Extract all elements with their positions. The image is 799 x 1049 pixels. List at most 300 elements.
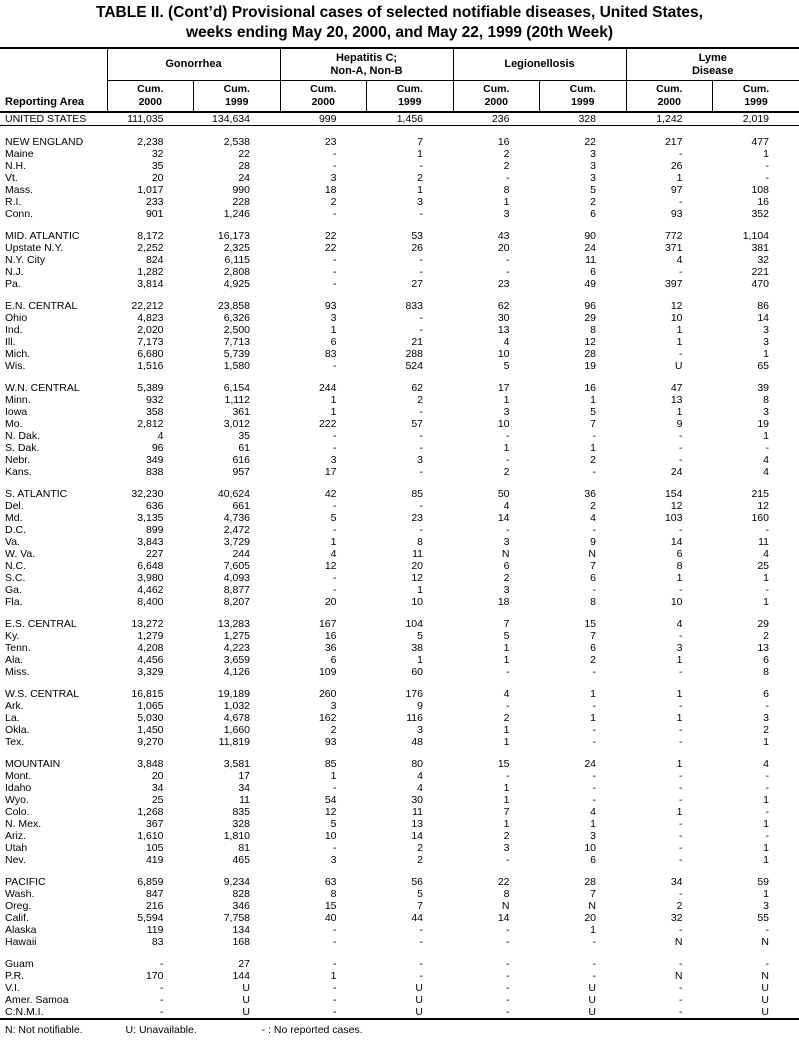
reporting-area-cell: Idaho: [5, 782, 32, 794]
value-cell: 13: [411, 818, 423, 830]
reporting-area-cell: MID. ATLANTIC: [5, 230, 80, 242]
value-cell: 2,808: [223, 266, 250, 278]
value-cell: 1,275: [223, 630, 250, 642]
value-cell: -: [333, 360, 337, 372]
value-cell: 1: [763, 794, 769, 806]
value-cell: 465: [232, 854, 250, 866]
value-cell: 1: [417, 584, 423, 596]
value-cell: 5: [503, 360, 510, 372]
reporting-area-cell: C.N.M.I.: [5, 1006, 44, 1018]
value-cell: -: [419, 406, 423, 418]
value-cell: 14: [411, 830, 423, 842]
value-cell: 3: [330, 172, 337, 184]
value-cell: 54: [324, 794, 337, 806]
value-cell: -: [765, 770, 769, 782]
value-cell: 4: [503, 688, 510, 700]
value-cell: 3: [763, 406, 769, 418]
value-cell: 10: [324, 830, 337, 842]
value-cell: 23,858: [217, 300, 250, 312]
group-header-hepatitis-c: [280, 48, 453, 81]
value-cell: 328: [540, 112, 627, 126]
reporting-area-cell: UNITED STATES: [0, 112, 107, 126]
value-cell: 2: [417, 854, 423, 866]
table-header: [0, 48, 799, 112]
value-cell: U: [588, 1006, 596, 1018]
value-cell: 1,032: [223, 700, 250, 712]
value-cell: -: [333, 278, 337, 290]
value-cell: -: [333, 160, 337, 172]
value-cell: 3: [590, 172, 596, 184]
value-cell: 3: [503, 842, 510, 854]
reporting-area-cell: MOUNTAIN: [5, 758, 61, 770]
value-cell: 833: [405, 300, 423, 312]
value-cell: 216: [145, 900, 164, 912]
value-cell: U: [761, 994, 769, 1006]
table-row: [0, 148, 799, 160]
value-cell: 4,223: [223, 642, 250, 654]
value-cell: -: [419, 500, 423, 512]
value-cell: 17: [324, 466, 337, 478]
value-cell: 349: [145, 454, 164, 466]
notifiable-diseases-table: [0, 47, 799, 1020]
value-cell: 1: [330, 406, 337, 418]
col-header-gonorrhea-2000: Cum. 2000: [107, 81, 194, 113]
value-cell: 217: [664, 136, 683, 148]
value-cell: 5: [590, 184, 596, 196]
value-cell: -: [506, 172, 510, 184]
value-cell: 2: [330, 724, 337, 736]
col-header-lyme-2000: Cum. 2000: [626, 81, 713, 113]
value-cell: 772: [664, 230, 683, 242]
value-cell: 9: [676, 418, 683, 430]
value-cell: 899: [145, 524, 164, 536]
value-cell: 4: [503, 336, 510, 348]
value-cell: 160: [751, 512, 769, 524]
value-cell: 1,660: [223, 724, 250, 736]
reporting-area-cell: Iowa: [5, 406, 28, 418]
value-cell: -: [506, 1006, 510, 1018]
reporting-area-cell: Tenn.: [5, 642, 31, 654]
value-cell: 35: [151, 160, 164, 172]
table-body: [0, 112, 799, 1019]
value-cell: 5,030: [137, 712, 164, 724]
reporting-area-cell: Guam: [5, 958, 34, 970]
value-cell: 162: [318, 712, 337, 724]
spacer-row: [0, 220, 799, 230]
value-cell: 27: [238, 958, 250, 970]
value-cell: -: [765, 782, 769, 794]
value-cell: -: [679, 524, 683, 536]
value-cell: 26: [411, 242, 423, 254]
value-cell: 30: [411, 794, 423, 806]
table-row: [0, 888, 799, 900]
value-cell: -: [679, 1006, 683, 1018]
value-cell: 288: [405, 348, 423, 360]
spacer-row: [0, 608, 799, 618]
value-cell: -: [679, 266, 683, 278]
value-cell: -: [765, 700, 769, 712]
value-cell: U: [674, 360, 683, 372]
value-cell: -: [765, 160, 769, 172]
table-row: [0, 924, 799, 936]
table-row: [0, 900, 799, 912]
value-cell: 62: [497, 300, 510, 312]
value-cell: 6,859: [137, 876, 164, 888]
reporting-area-cell: Ariz.: [5, 830, 26, 842]
value-cell: 3,581: [223, 758, 250, 770]
col-header-hepatitis-1999: Cum. 1999: [367, 81, 454, 113]
value-cell: 7: [590, 560, 596, 572]
value-cell: -: [765, 806, 769, 818]
value-cell: 5: [417, 888, 423, 900]
table-row: [0, 136, 799, 148]
value-cell: -: [679, 770, 683, 782]
value-cell: -: [506, 958, 510, 970]
value-cell: -: [679, 924, 683, 936]
value-cell: -: [592, 584, 596, 596]
col-header-hepatitis-2000: Cum. 2000: [280, 81, 367, 113]
value-cell: -: [679, 888, 683, 900]
value-cell: -: [592, 958, 596, 970]
value-cell: 7,758: [223, 912, 250, 924]
value-cell: -: [506, 924, 510, 936]
value-cell: 57: [411, 418, 423, 430]
value-cell: 616: [232, 454, 250, 466]
value-cell: 3,980: [137, 572, 164, 584]
value-cell: 12: [324, 806, 337, 818]
table-row: [0, 818, 799, 830]
value-cell: 260: [318, 688, 337, 700]
value-cell: 13: [497, 324, 510, 336]
value-cell: 2: [417, 842, 423, 854]
value-cell: N: [501, 900, 510, 912]
value-cell: 3,848: [137, 758, 164, 770]
table-row: [0, 854, 799, 866]
value-cell: U: [242, 994, 250, 1006]
value-cell: -: [679, 430, 683, 442]
value-cell: 4: [417, 782, 423, 794]
value-cell: -: [419, 936, 423, 948]
value-cell: -: [506, 700, 510, 712]
value-cell: 7: [417, 900, 423, 912]
table-row: [0, 430, 799, 442]
reporting-area-cell: Ky.: [5, 630, 20, 642]
value-cell: -: [679, 830, 683, 842]
value-cell: 2: [590, 500, 596, 512]
value-cell: -: [592, 666, 596, 678]
value-cell: -: [679, 630, 683, 642]
value-cell: 109: [318, 666, 337, 678]
value-cell: 48: [411, 736, 423, 748]
value-cell: 2: [503, 830, 510, 842]
value-cell: 47: [670, 382, 683, 394]
value-cell: 1: [590, 394, 596, 406]
table-row: [0, 630, 799, 642]
value-cell: 8: [590, 324, 596, 336]
value-cell: 4: [763, 454, 769, 466]
table-row: [0, 172, 799, 184]
reporting-area-cell: Miss.: [5, 666, 30, 678]
value-cell: -: [592, 770, 596, 782]
value-cell: 83: [324, 348, 337, 360]
value-cell: 11: [239, 794, 250, 806]
table-row: [0, 618, 799, 630]
table-row: [0, 278, 799, 290]
value-cell: 97: [670, 184, 683, 196]
value-cell: 1,268: [137, 806, 164, 818]
value-cell: 11: [412, 548, 423, 560]
value-cell: 20: [151, 770, 164, 782]
reporting-area-cell: Oreg.: [5, 900, 32, 912]
value-cell: -: [592, 736, 596, 748]
value-cell: 32: [757, 254, 769, 266]
value-cell: 1: [763, 736, 769, 748]
value-cell: 13: [670, 394, 683, 406]
reporting-area-cell: Hawaii: [5, 936, 37, 948]
value-cell: 7,713: [223, 336, 250, 348]
value-cell: 1: [763, 596, 769, 608]
table-row: [0, 266, 799, 278]
value-cell: -: [592, 466, 596, 478]
value-cell: -: [160, 958, 164, 970]
value-cell: 44: [411, 912, 423, 924]
group-header-legionellosis: [453, 48, 626, 81]
value-cell: 8: [503, 888, 510, 900]
value-cell: -: [506, 770, 510, 782]
reporting-area-cell: S. Dak.: [5, 442, 40, 454]
reporting-area-cell: Pa.: [5, 278, 21, 290]
table-row: [0, 666, 799, 678]
table-row: [0, 524, 799, 536]
value-cell: 25: [757, 560, 769, 572]
value-cell: 19: [757, 418, 769, 430]
reporting-area-cell: N.Y. City: [5, 254, 46, 266]
reporting-area-cell: Nebr.: [5, 454, 31, 466]
reporting-area-cell: Ga.: [5, 584, 22, 596]
value-cell: 2,020: [137, 324, 164, 336]
value-cell: 154: [664, 488, 683, 500]
value-cell: 23: [497, 278, 510, 290]
group-header-lyme-disease: [626, 48, 799, 81]
value-cell: 4: [676, 618, 683, 630]
value-cell: 4: [763, 466, 769, 478]
table-title-line1: TABLE II. (Cont’d) Provisional cases of selected notifiable diseases, United States,: [96, 4, 703, 21]
value-cell: 5: [503, 630, 510, 642]
value-cell: -: [679, 724, 683, 736]
value-cell: 3: [503, 406, 510, 418]
table-row: [0, 654, 799, 666]
value-cell: 2: [503, 148, 510, 160]
value-cell: 1: [330, 394, 337, 406]
reporting-area-cell: Ill.: [5, 336, 16, 348]
table-row: [0, 700, 799, 712]
value-cell: 23: [324, 136, 337, 148]
value-cell: 105: [145, 842, 164, 854]
value-cell: 7: [590, 888, 596, 900]
value-cell: 4: [590, 512, 596, 524]
value-cell: 524: [405, 360, 423, 372]
value-cell: -: [592, 724, 596, 736]
value-cell: -: [592, 782, 596, 794]
value-cell: 14: [670, 536, 683, 548]
value-cell: 1: [590, 442, 596, 454]
value-cell: 5,389: [137, 382, 164, 394]
value-cell: -: [592, 936, 596, 948]
value-cell: 5,739: [223, 348, 250, 360]
value-cell: 134,634: [194, 112, 281, 126]
value-cell: 1,516: [137, 360, 164, 372]
reporting-area-cell: PACIFIC: [5, 876, 46, 888]
value-cell: 17: [238, 770, 250, 782]
value-cell: -: [333, 936, 337, 948]
value-cell: 4: [503, 500, 510, 512]
reporting-area-cell: La.: [5, 712, 20, 724]
reporting-area-cell: E.S. CENTRAL: [5, 618, 77, 630]
value-cell: 3: [503, 536, 510, 548]
value-cell: 15: [497, 758, 510, 770]
value-cell: 1: [590, 924, 596, 936]
table-row: [0, 230, 799, 242]
value-cell: 1: [676, 406, 683, 418]
value-cell: 5: [590, 406, 596, 418]
value-cell: -: [160, 982, 164, 994]
value-cell: 56: [411, 876, 423, 888]
value-cell: 477: [751, 136, 769, 148]
footnote-no-reported-cases: - : No reported cases.: [261, 1024, 363, 1036]
footnotes: [0, 1020, 799, 1036]
value-cell: 3: [763, 712, 769, 724]
value-cell: 12: [411, 572, 423, 584]
value-cell: 168: [232, 936, 250, 948]
value-cell: 8: [503, 184, 510, 196]
value-cell: -: [679, 854, 683, 866]
value-cell: 1: [503, 642, 510, 654]
value-cell: -: [765, 442, 769, 454]
value-cell: 2,238: [137, 136, 164, 148]
value-cell: 10: [670, 312, 683, 324]
value-cell: 1: [676, 806, 683, 818]
value-cell: 85: [411, 488, 423, 500]
group-header-gonorrhea: [107, 48, 280, 81]
value-cell: 1: [763, 842, 769, 854]
value-cell: -: [592, 700, 596, 712]
value-cell: -: [765, 524, 769, 536]
value-cell: 4,925: [223, 278, 250, 290]
value-cell: 60: [411, 666, 423, 678]
value-cell: 236: [453, 112, 540, 126]
value-cell: 38: [411, 642, 423, 654]
reporting-area-cell: Fla.: [5, 596, 23, 608]
value-cell: -: [333, 982, 337, 994]
value-cell: 222: [318, 418, 337, 430]
value-cell: 3: [330, 454, 337, 466]
value-cell: 15: [584, 618, 596, 630]
value-cell: 17: [497, 382, 510, 394]
value-cell: -: [765, 830, 769, 842]
value-cell: -: [419, 466, 423, 478]
value-cell: -: [506, 666, 510, 678]
value-cell: 244: [318, 382, 337, 394]
table-row: [0, 418, 799, 430]
value-cell: 4,678: [223, 712, 250, 724]
value-cell: 1: [330, 324, 337, 336]
value-cell: 7,605: [223, 560, 250, 572]
value-cell: 3: [330, 854, 337, 866]
value-cell: 3: [417, 454, 423, 466]
value-cell: 2: [590, 654, 596, 666]
value-cell: -: [419, 160, 423, 172]
value-cell: -: [506, 524, 510, 536]
reporting-area-cell: Md.: [5, 512, 23, 524]
table-row: [0, 982, 799, 994]
value-cell: 8,877: [223, 584, 250, 596]
value-cell: 19: [584, 360, 596, 372]
value-cell: 12: [584, 336, 596, 348]
value-cell: 119: [146, 924, 164, 936]
value-cell: 81: [238, 842, 250, 854]
value-cell: 838: [145, 466, 164, 478]
spacer-row: [0, 478, 799, 488]
reporting-area-cell: Ohio: [5, 312, 28, 324]
value-cell: 40,624: [217, 488, 250, 500]
table-row: [0, 208, 799, 220]
value-cell: 10: [497, 348, 510, 360]
col-header-legionellosis-1999: Cum. 1999: [540, 81, 627, 113]
value-cell: 9: [590, 536, 596, 548]
value-cell: 24: [584, 242, 596, 254]
value-cell: 11: [412, 806, 423, 818]
value-cell: -: [419, 924, 423, 936]
value-cell: 39: [757, 382, 769, 394]
value-cell: 1: [763, 854, 769, 866]
value-cell: U: [761, 982, 769, 994]
value-cell: -: [333, 584, 337, 596]
table-row: [0, 300, 799, 312]
value-cell: -: [679, 454, 683, 466]
value-cell: 11: [585, 254, 596, 266]
table-row: [0, 112, 799, 126]
value-cell: -: [679, 782, 683, 794]
table-row: [0, 758, 799, 770]
value-cell: 346: [232, 900, 250, 912]
value-cell: -: [419, 970, 423, 982]
value-cell: 12: [757, 500, 769, 512]
table-row: [0, 548, 799, 560]
value-cell: U: [242, 1006, 250, 1018]
value-cell: 2: [590, 454, 596, 466]
col-header-lyme-1999: Cum. 1999: [713, 81, 799, 113]
value-cell: 215: [751, 488, 769, 500]
reporting-area-cell: W. Va.: [5, 548, 36, 560]
table-row: [0, 642, 799, 654]
value-cell: 19,189: [217, 688, 250, 700]
value-cell: 1: [763, 348, 769, 360]
value-cell: 2,019: [713, 112, 799, 126]
reporting-area-cell: Nev.: [5, 854, 26, 866]
value-cell: 3,329: [137, 666, 164, 678]
value-cell: -: [333, 1006, 337, 1018]
value-cell: 2: [503, 466, 510, 478]
value-cell: 144: [232, 970, 250, 982]
value-cell: 59: [757, 876, 769, 888]
value-cell: -: [765, 958, 769, 970]
value-cell: 5,594: [137, 912, 164, 924]
value-cell: 8,207: [223, 596, 250, 608]
value-cell: -: [506, 936, 510, 948]
value-cell: N: [674, 936, 683, 948]
table-row: [0, 242, 799, 254]
reporting-area-cell: Mont.: [5, 770, 32, 782]
